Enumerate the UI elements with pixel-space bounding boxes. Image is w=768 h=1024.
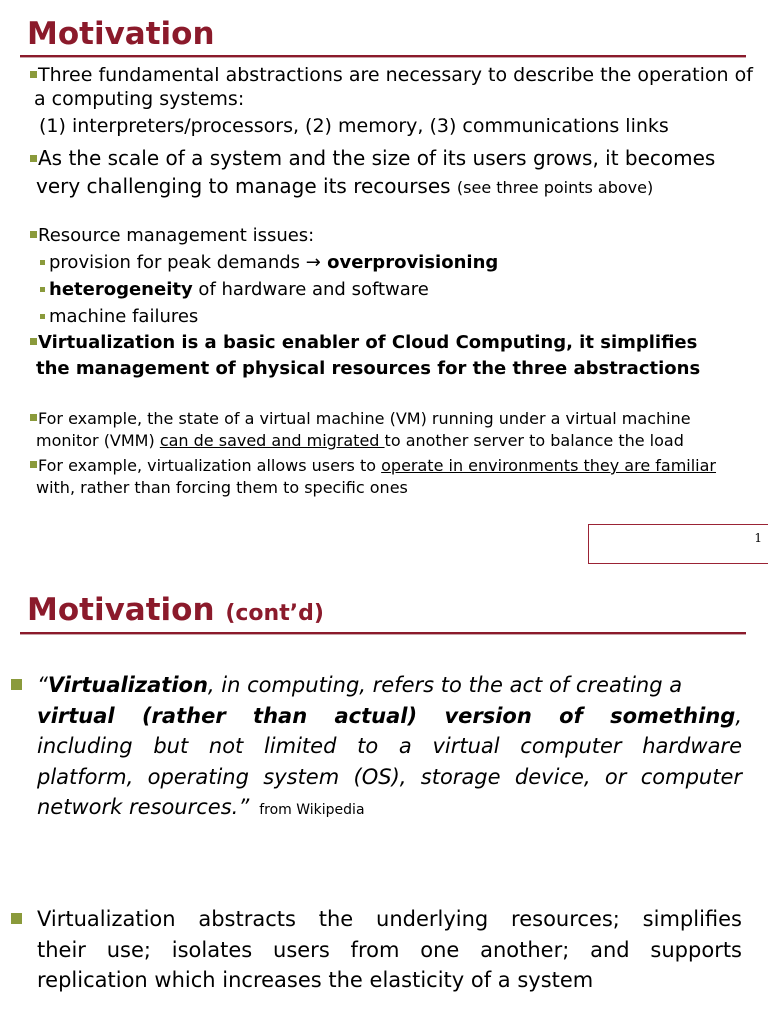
sub-bullet-marker — [40, 260, 45, 265]
bullet-6-underlined: operate in environments they are familiar — [381, 456, 717, 475]
sub-bullet-marker — [40, 287, 45, 292]
bullet-6-line-1-pre: For example, virtualization allows users to — [38, 456, 382, 475]
bullet-marker — [30, 71, 37, 78]
bullet-2-note: (see three points above) — [456, 178, 654, 197]
bullet-2-line-1: As the scale of a system and the size of its users grows, it becomes — [38, 146, 716, 170]
slide2-point — [37, 904, 742, 996]
quote-line-4: platform, operating system (OS), storage device, or computer — [37, 764, 742, 789]
slide2-title-sub: (cont’d) — [225, 601, 324, 626]
bullet-marker — [30, 155, 37, 162]
bullet-4-line-1: Virtualization is a basic enabler of Cloud Computing, it simplifies — [38, 332, 698, 353]
quote-line-5-text: network resources.” — [37, 795, 250, 819]
quote-line-5 — [37, 792, 742, 826]
quote-text-1: , in computing, refers to the act of creating a — [207, 673, 683, 697]
bullet-marker — [11, 913, 22, 924]
quote-line-1 — [37, 670, 742, 701]
page-number-box — [588, 524, 768, 564]
bullet-1-line-2: a computing systems: — [34, 88, 245, 110]
bullet-5-underlined: can de saved and migrated — [159, 431, 385, 450]
sub-bullet-2 — [30, 276, 498, 303]
bullet-5-line-2-post: to another server to balance the load — [384, 431, 684, 450]
sub-bullet-1-bold: overprovisioning — [320, 252, 499, 273]
quote-open: “ — [37, 673, 48, 697]
slide1-bullet-3 — [30, 222, 498, 330]
quote-line-2 — [37, 701, 742, 732]
slide1-title: Motivation — [27, 16, 215, 52]
page-number: 1 — [754, 531, 762, 545]
quote-comma: , — [735, 703, 742, 728]
sub-bullet-2-bold: heterogeneity — [49, 279, 193, 300]
sub-bullet-marker — [40, 314, 45, 319]
bullet-5-line-1: For example, the state of a virtual machine (VM) running under a virtual machine — [38, 409, 691, 428]
sub-bullet-3 — [30, 303, 498, 330]
bullet-marker — [30, 338, 37, 345]
quote-line-3: including but not limited to a virtual computer hardware — [37, 734, 742, 758]
slide1-title-rule — [20, 55, 746, 58]
slide1-bullet-5 — [30, 408, 691, 452]
sub-bullet-3-text: machine failures — [49, 306, 199, 327]
slide2-title — [27, 592, 324, 632]
slide2-title-rule — [20, 632, 746, 635]
bullet-1-line-1: Three fundamental abstractions are necessary to describe the operation of — [38, 64, 753, 86]
bullet-5-line-2-pre: monitor (VMM) — [36, 431, 160, 450]
slide2-title-main: Motivation — [27, 592, 215, 628]
quote-source: from Wikipedia — [259, 802, 365, 818]
point-line-3: replication which increases the elasticity of a system — [37, 968, 594, 992]
slide2-quote — [37, 670, 742, 826]
slide1-bullet-6 — [30, 455, 716, 499]
arrow-icon: → — [305, 252, 321, 273]
point-line-1: Virtualization abstracts the underlying resources; simplifies — [37, 907, 742, 931]
bullet-marker — [11, 679, 22, 690]
bullet-marker — [30, 414, 37, 421]
bullet-marker — [30, 231, 37, 238]
quote-bold-term: Virtualization — [47, 673, 208, 697]
slide1-bullet-4 — [30, 330, 700, 382]
sub-bullet-1 — [30, 249, 498, 276]
bullet-4-line-2: the management of physical resources for the three abstractions — [36, 358, 701, 379]
bullet-1-line-3: (1) interpreters/processors, (2) memory, (3) communications links — [39, 115, 669, 137]
slide1-bullet-1 — [30, 63, 753, 138]
bullet-2-line-2: very challenging to manage its recourses — [36, 174, 457, 198]
point-line-2: their use; isolates users from one another; and supports — [37, 937, 742, 962]
slide1-bullet-2 — [30, 144, 715, 202]
resource-issues-heading: Resource management issues: — [38, 225, 315, 246]
sub-bullet-2-text: of hardware and software — [192, 279, 429, 300]
bullet-marker — [30, 461, 37, 468]
sub-bullet-1-text: provision for peak demands — [49, 252, 306, 273]
quote-bold-phrase: virtual (rather than actual) version of something — [37, 703, 736, 728]
bullet-6-line-2: with, rather than forcing them to specific ones — [36, 478, 408, 497]
